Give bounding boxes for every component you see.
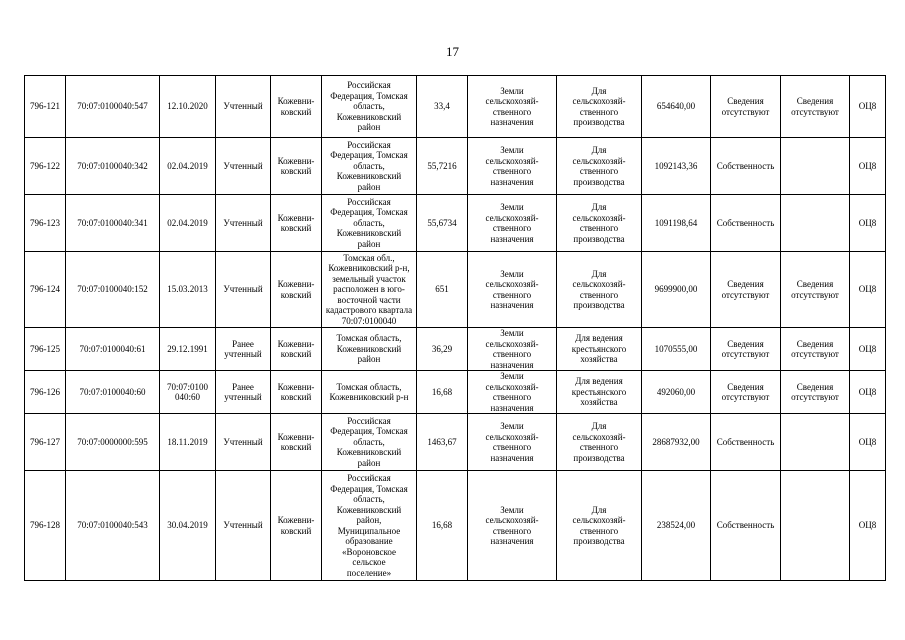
table-row	[25, 138, 886, 195]
row-number-cell: 796-121	[25, 76, 66, 138]
land-category-cell: Земли сельскохозяй- ственного назначения	[468, 195, 557, 252]
right-holder-cell: Сведения отсутствуют	[781, 252, 850, 328]
cadastral-value-cell: 238524,00	[642, 471, 711, 581]
row-number-cell: 796-128	[25, 471, 66, 581]
address-cell: Российская Федерация, Томская область, Кожевниковский район, Муниципальное образование «Вороновское сельское поселение»	[322, 471, 417, 581]
address-cell: Российская Федерация, Томская область, Кожевниковский район	[322, 138, 417, 195]
permitted-use-cell: Для сельскохозяй- ственного производства	[557, 252, 642, 328]
cadastral-number-cell: 70:07:0100040:60	[66, 371, 160, 414]
table-row	[25, 252, 886, 328]
cadastral-value-cell: 1091198,64	[642, 195, 711, 252]
district-cell: Кожевни- ковский	[271, 195, 322, 252]
row-number-cell: 796-123	[25, 195, 66, 252]
cadastral-number-cell: 70:07:0100040:543	[66, 471, 160, 581]
cadastral-value-cell: 28687932,00	[642, 414, 711, 471]
row-number-cell: 796-125	[25, 328, 66, 371]
area-cell: 55,7216	[417, 138, 468, 195]
right-holder-cell	[781, 195, 850, 252]
right-holder-cell	[781, 138, 850, 195]
cadastral-number-cell: 70:07:0100040:61	[66, 328, 160, 371]
table-row	[25, 414, 886, 471]
row-number-cell: 796-126	[25, 371, 66, 414]
code-cell: ОЦ8	[850, 471, 886, 581]
right-type-cell: Сведения отсутствуют	[711, 328, 781, 371]
row-number-cell: 796-122	[25, 138, 66, 195]
table-row	[25, 371, 886, 414]
address-cell: Томская область, Кожевниковский р-н	[322, 371, 417, 414]
land-category-cell: Земли сельскохозяй- ственного назначения	[468, 76, 557, 138]
address-cell: Российская Федерация, Томская область, Кожевниковский район	[322, 414, 417, 471]
permitted-use-cell: Для сельскохозяй- ственного производства	[557, 414, 642, 471]
cadastral-value-cell: 654640,00	[642, 76, 711, 138]
permitted-use-cell: Для сельскохозяй- ственного производства	[557, 76, 642, 138]
area-cell: 651	[417, 252, 468, 328]
code-cell: ОЦ8	[850, 414, 886, 471]
cadastral-number-cell: 70:07:0000000:595	[66, 414, 160, 471]
registration-date-cell: 12.10.2020	[160, 76, 216, 138]
right-type-cell: Сведения отсутствуют	[711, 371, 781, 414]
permitted-use-cell: Для сельскохозяй- ственного производства	[557, 195, 642, 252]
cadastral-number-cell: 70:07:0100040:341	[66, 195, 160, 252]
registration-date-cell: 29.12.1991	[160, 328, 216, 371]
right-holder-cell: Сведения отсутствуют	[781, 328, 850, 371]
status-cell: Учтенный	[216, 471, 271, 581]
district-cell: Кожевни- ковский	[271, 414, 322, 471]
row-number-cell: 796-124	[25, 252, 66, 328]
area-cell: 36,29	[417, 328, 468, 371]
right-type-cell: Собственность	[711, 471, 781, 581]
land-category-cell: Земли сельскохозяй- ственного назначения	[468, 471, 557, 581]
land-category-cell: Земли сельскохозяй- ственного назначения	[468, 371, 557, 414]
status-cell: Учтенный	[216, 252, 271, 328]
area-cell: 33,4	[417, 76, 468, 138]
table-row	[25, 328, 886, 371]
right-type-cell: Сведения отсутствуют	[711, 76, 781, 138]
registration-date-cell: 15.03.2013	[160, 252, 216, 328]
area-cell: 55,6734	[417, 195, 468, 252]
status-cell: Ранее учтенный	[216, 328, 271, 371]
table-row	[25, 195, 886, 252]
right-type-cell: Собственность	[711, 414, 781, 471]
registration-date-cell: 02.04.2019	[160, 195, 216, 252]
cadastral-value-cell: 1070555,00	[642, 328, 711, 371]
right-type-cell: Сведения отсутствуют	[711, 252, 781, 328]
page-number: 17	[446, 44, 459, 59]
address-cell: Российская Федерация, Томская область, Кожевниковский район	[322, 195, 417, 252]
right-holder-cell: Сведения отсутствуют	[781, 371, 850, 414]
code-cell: ОЦ8	[850, 371, 886, 414]
land-plots-table	[24, 75, 886, 581]
cadastral-value-cell: 492060,00	[642, 371, 711, 414]
cadastral-value-cell: 9699900,00	[642, 252, 711, 328]
district-cell: Кожевни- ковский	[271, 138, 322, 195]
district-cell: Кожевни- ковский	[271, 76, 322, 138]
right-type-cell: Собственность	[711, 195, 781, 252]
status-cell: Ранее учтенный	[216, 371, 271, 414]
registration-date-cell: 02.04.2019	[160, 138, 216, 195]
cadastral-number-cell: 70:07:0100040:342	[66, 138, 160, 195]
row-number-cell: 796-127	[25, 414, 66, 471]
code-cell: ОЦ8	[850, 195, 886, 252]
registration-date-cell: 70:07:0100 040:60	[160, 371, 216, 414]
district-cell: Кожевни- ковский	[271, 471, 322, 581]
cadastral-value-cell: 1092143,36	[642, 138, 711, 195]
area-cell: 16,68	[417, 371, 468, 414]
right-holder-cell	[781, 471, 850, 581]
address-cell: Российская Федерация, Томская область, Кожевниковский район	[322, 76, 417, 138]
code-cell: ОЦ8	[850, 76, 886, 138]
permitted-use-cell: Для ведения крестьянского хозяйства	[557, 328, 642, 371]
permitted-use-cell: Для ведения крестьянского хозяйства	[557, 371, 642, 414]
permitted-use-cell: Для сельскохозяй- ственного производства	[557, 471, 642, 581]
status-cell: Учтенный	[216, 76, 271, 138]
land-category-cell: Земли сельскохозяй- ственного назначения	[468, 328, 557, 371]
land-category-cell: Земли сельскохозяй- ственного назначения	[468, 414, 557, 471]
right-holder-cell: Сведения отсутствуют	[781, 76, 850, 138]
district-cell: Кожевни- ковский	[271, 328, 322, 371]
land-category-cell: Земли сельскохозяй- ственного назначения	[468, 252, 557, 328]
status-cell: Учтенный	[216, 138, 271, 195]
right-holder-cell	[781, 414, 850, 471]
code-cell: ОЦ8	[850, 252, 886, 328]
cadastral-number-cell: 70:07:0100040:152	[66, 252, 160, 328]
code-cell: ОЦ8	[850, 328, 886, 371]
permitted-use-cell: Для сельскохозяй- ственного производства	[557, 138, 642, 195]
code-cell: ОЦ8	[850, 138, 886, 195]
area-cell: 1463,67	[417, 414, 468, 471]
registration-date-cell: 30.04.2019	[160, 471, 216, 581]
area-cell: 16,68	[417, 471, 468, 581]
table-row	[25, 76, 886, 138]
district-cell: Кожевни- ковский	[271, 371, 322, 414]
address-cell: Томская обл., Кожевниковский р-н, земельный участок расположен в юго- восточной части кадастрового квартала 70:07:0100040	[322, 252, 417, 328]
right-type-cell: Собственность	[711, 138, 781, 195]
table-row	[25, 471, 886, 581]
cadastral-number-cell: 70:07:0100040:547	[66, 76, 160, 138]
district-cell: Кожевни- ковский	[271, 252, 322, 328]
status-cell: Учтенный	[216, 195, 271, 252]
address-cell: Томская область, Кожевниковский район	[322, 328, 417, 371]
registration-date-cell: 18.11.2019	[160, 414, 216, 471]
land-category-cell: Земли сельскохозяй- ственного назначения	[468, 138, 557, 195]
status-cell: Учтенный	[216, 414, 271, 471]
